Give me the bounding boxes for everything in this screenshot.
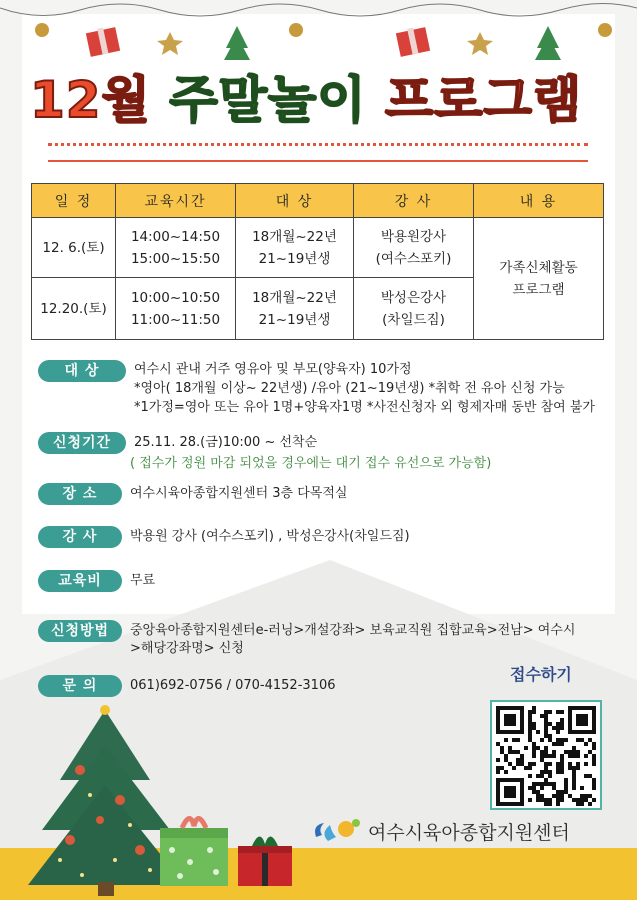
row-time	[116, 218, 236, 278]
row-target	[236, 218, 354, 278]
instructor-name: 박성은강사	[380, 289, 447, 306]
title-month: 12월	[30, 71, 151, 129]
contact-value: 061)692-0756 / 070-4152-3106	[130, 678, 336, 693]
info-period	[38, 432, 618, 476]
method-line-1: 중앙육아종합지원센터e-러닝>개설강좌> 보육교직원 집합교육>전남> 여수시	[130, 623, 576, 638]
content-line: 프로그램	[512, 281, 565, 298]
tree-icon	[224, 26, 561, 60]
method-line-2: >해당강좌명> 신청	[130, 641, 244, 656]
target-line: 21~19년생	[258, 311, 331, 328]
info-method	[38, 620, 618, 660]
apply-label: 접수하기	[510, 665, 572, 684]
time-slot: 10:00~10:50	[130, 289, 221, 306]
header-content: 내 용	[474, 184, 604, 218]
row-date: 12. 6.(토)	[32, 218, 116, 278]
period-line: 25.11. 28.(금)10:00 ~ 선착순	[134, 435, 318, 450]
fee-value: 무료	[130, 573, 156, 588]
time-slot: 14:00~14:50	[130, 228, 221, 245]
instructor-affiliation: (차일드짐)	[382, 311, 445, 328]
label-instructor: 강 사	[38, 526, 122, 548]
solid-divider	[48, 160, 588, 162]
row-time	[116, 278, 236, 340]
info-instructor	[38, 526, 618, 550]
dotted-divider	[48, 143, 588, 146]
page-title	[30, 60, 590, 130]
row-target	[236, 278, 354, 340]
time-slot: 15:00~15:50	[130, 250, 221, 267]
period-note: ( 접수가 정원 마감 되었을 경우에는 대기 접수 유선으로 가능함)	[130, 456, 492, 471]
label-target: 대 상	[38, 360, 126, 382]
header-target: 대 상	[236, 184, 354, 218]
row-instructor	[354, 278, 474, 340]
gift-boxes-icon	[160, 810, 300, 890]
header-instructor: 강 사	[354, 184, 474, 218]
label-place: 장 소	[38, 483, 122, 505]
instructor-value: 박용원 강사 (여수스포키) , 박성은강사(차일드짐)	[130, 529, 410, 544]
label-method: 신청방법	[38, 620, 122, 642]
content-line: 가족신체활동	[499, 259, 578, 276]
organization-logo	[310, 815, 610, 847]
label-fee: 교육비	[38, 570, 122, 592]
row-instructor	[354, 218, 474, 278]
ornament-icon	[35, 23, 612, 37]
instructor-affiliation: (여수스포키)	[375, 250, 452, 267]
title-program: 프로그램	[384, 71, 583, 129]
organization-logo-icon	[310, 815, 366, 847]
label-contact: 문 의	[38, 675, 122, 697]
qr-code-icon	[492, 702, 600, 808]
target-line: 18개월~22년	[252, 228, 337, 245]
target-line: 18개월~22년	[252, 289, 337, 306]
qr-code[interactable]	[490, 700, 602, 810]
time-slot: 11:00~11:50	[130, 311, 221, 328]
info-target	[38, 360, 618, 420]
star-icon	[157, 32, 493, 55]
row-content	[474, 218, 604, 340]
target-line-1: 여수시 관내 거주 영유아 및 부모(양육자) 10가정	[134, 362, 412, 377]
header-time: 교육시간	[116, 184, 236, 218]
organization-name: 여수시육아종합지원센터	[368, 822, 570, 844]
gift-icon	[86, 27, 430, 57]
schedule-table	[31, 183, 604, 340]
target-line-3: *1가정=영아 또는 유아 1명+양육자1명 *사전신청자 외 형제자매 동반 참여 불가	[134, 400, 595, 415]
row-date: 12.20.(토)	[32, 278, 116, 340]
info-place	[38, 483, 618, 507]
target-line-2: *영아( 18개월 이상~ 22년생) /유아 (21~19년생) *취학 전 유아 신청 가능	[134, 381, 565, 396]
place-value: 여수시육아종합지원센터 3층 다목적실	[130, 486, 348, 501]
table-header-row	[32, 184, 604, 218]
instructor-name: 박용원강사	[380, 228, 447, 245]
table-row	[32, 218, 604, 278]
header-schedule: 일 정	[32, 184, 116, 218]
label-period: 신청기간	[38, 432, 126, 454]
target-line: 21~19년생	[258, 250, 331, 267]
info-fee	[38, 570, 618, 594]
title-weekend-play: 주말놀이	[169, 71, 367, 129]
